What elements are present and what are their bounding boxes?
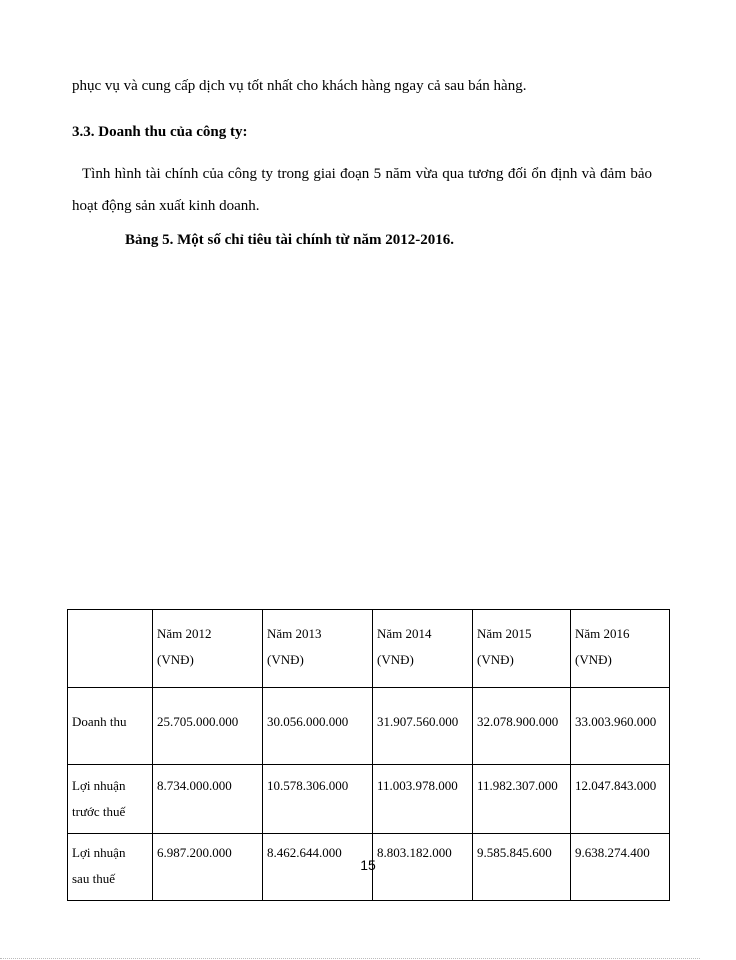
header-unit: (VNĐ): [377, 652, 414, 667]
table-caption: Bảng 5. Một số chỉ tiêu tài chính từ năm 2012-2016.: [125, 232, 455, 248]
table-row: [68, 765, 670, 834]
financial-table-container: [67, 609, 669, 886]
header-year: Năm 2016: [575, 626, 630, 641]
table-cell: 30.056.000.000: [263, 688, 373, 765]
table-header-row: [68, 610, 670, 688]
header-year: Năm 2014: [377, 626, 432, 641]
table-cell: 25.705.000.000: [153, 688, 263, 765]
header-cell: [571, 610, 670, 688]
header-cell: [153, 610, 263, 688]
table-cell: 12.047.843.000: [571, 765, 670, 834]
header-year: Năm 2012: [157, 626, 212, 641]
row-label-text: Lợi nhuận: [72, 778, 126, 793]
header-unit: (VNĐ): [575, 652, 612, 667]
table-cell: 6.987.200.000: [153, 834, 263, 901]
table-cell: 31.907.560.000: [373, 688, 473, 765]
paragraph-1: phục vụ và cung cấp dịch vụ tốt nhất cho khách hàng ngay cả sau bán hàng.: [72, 78, 527, 94]
header-cell: [473, 610, 571, 688]
table-row: [68, 688, 670, 765]
row-label-text: trước thuế: [72, 804, 126, 819]
row-label-text: Lợi nhuận: [72, 845, 126, 860]
table-cell: 8.462.644.000: [263, 834, 373, 901]
table-cell: 8.803.182.000: [373, 834, 473, 901]
header-cell: [373, 610, 473, 688]
header-year: Năm 2013: [267, 626, 322, 641]
header-unit: (VNĐ): [267, 652, 304, 667]
table-cell: 33.003.960.000: [571, 688, 670, 765]
table-cell: 9.638.274.400: [571, 834, 670, 901]
row-label-text: sau thuế: [72, 871, 115, 886]
table-corner-cell: [68, 610, 153, 688]
header-unit: (VNĐ): [157, 652, 194, 667]
header-unit: (VNĐ): [477, 652, 514, 667]
table-cell: 8.734.000.000: [153, 765, 263, 834]
row-label-text: Doanh thu: [72, 714, 127, 729]
header-year: Năm 2015: [477, 626, 532, 641]
row-label: [68, 688, 153, 765]
table-cell: 9.585.845.600: [473, 834, 571, 901]
table-cell: 11.003.978.000: [373, 765, 473, 834]
paragraph-2: Tình hình tài chính của công ty trong giai đoạn 5 năm vừa qua tương đối ổn định và đảm bảo hoạt động sản xuất kinh doanh.: [72, 166, 652, 214]
section-heading: 3.3. Doanh thu của công ty:: [72, 124, 248, 140]
row-label: [68, 765, 153, 834]
page-divider: [0, 958, 700, 959]
table-cell: 32.078.900.000: [473, 688, 571, 765]
table-cell: 11.982.307.000: [473, 765, 571, 834]
header-cell: [263, 610, 373, 688]
page-number: 15: [360, 857, 376, 873]
table-cell: 10.578.306.000: [263, 765, 373, 834]
